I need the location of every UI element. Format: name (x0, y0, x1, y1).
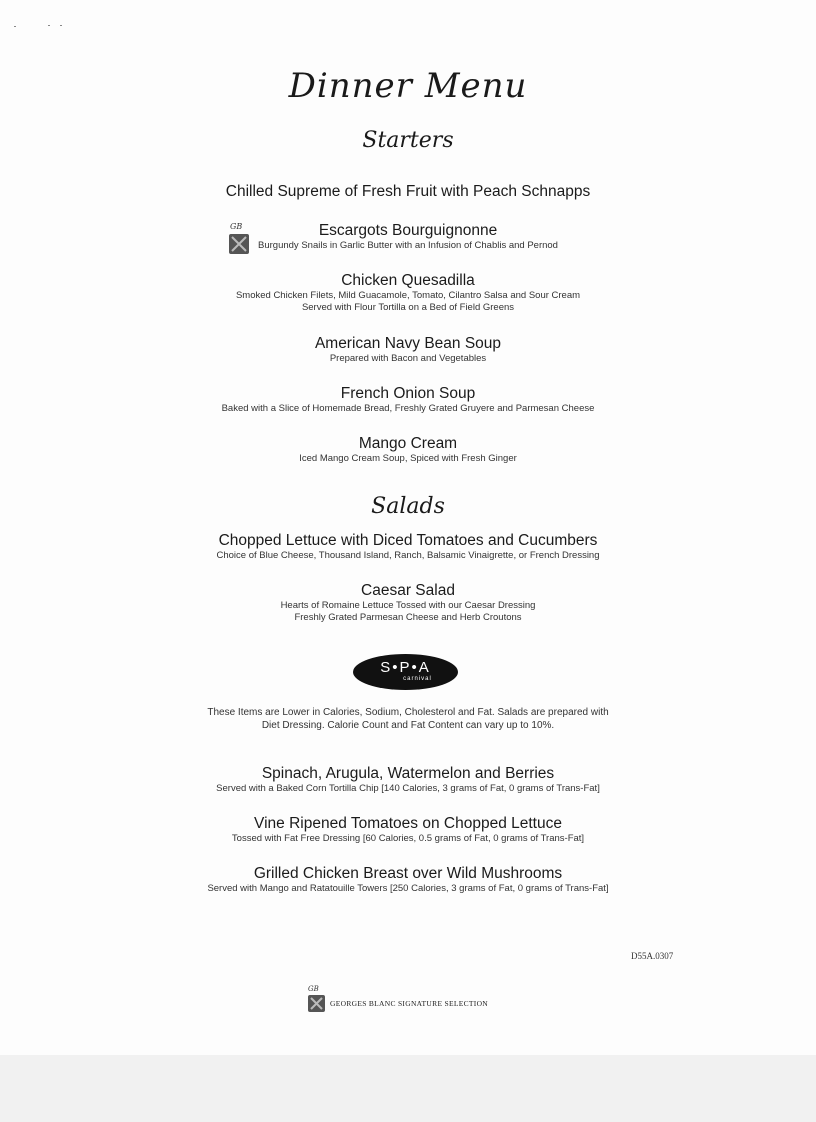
dish-name: Escargots Bourguignonne (318, 222, 498, 239)
monogram-text: GB (308, 985, 319, 993)
spa-note (0, 706, 816, 732)
menu-title: Dinner Menu (288, 66, 528, 106)
dish-description: Smoked Chicken Filets, Mild Guacamole, Tomato, Cilantro Salsa and Sour Cream (235, 290, 581, 301)
scan-bottom-band (0, 1055, 816, 1122)
menu-item (0, 385, 816, 415)
menu-code: D55A.0307 (631, 951, 674, 961)
dish-name: Grilled Chicken Breast over Wild Mushrooms (253, 865, 563, 882)
menu-item (0, 435, 816, 465)
dish-name: American Navy Bean Soup (314, 335, 502, 352)
spa-carnival-logo (353, 654, 458, 690)
menu-item (0, 865, 816, 895)
signature-text: GEORGES BLANC SIGNATURE SELECTION (330, 999, 489, 1008)
menu-item (0, 183, 816, 201)
dish-name: Mango Cream (358, 435, 458, 452)
menu-item (0, 582, 816, 624)
scan-speck (48, 25, 50, 26)
dish-description: Burgundy Snails in Garlic Butter with an Infusion of Chablis and Pernod (258, 240, 558, 251)
menu-item (0, 532, 816, 562)
menu-item (0, 335, 816, 365)
dish-name: French Onion Soup (340, 385, 476, 402)
dish-description: Served with Mango and Ratatouille Towers [250 Calories, 3 grams of Fat, 0 grams of Trans-Fat] (207, 883, 609, 894)
dish-name: Chicken Quesadilla (341, 272, 475, 289)
georges-blanc-badge-icon (307, 984, 327, 1014)
dish-description: Choice of Blue Cheese, Thousand Island, Ranch, Balsamic Vinaigrette, or French Dressing (216, 550, 600, 561)
dish-name: Caesar Salad (361, 582, 455, 599)
dish-description: Iced Mango Cream Soup, Spiced with Fresh Ginger (299, 453, 517, 464)
section-heading-starters: Starters (362, 128, 454, 153)
menu-item (0, 272, 816, 314)
scan-speck (60, 25, 62, 26)
scan-speck (14, 26, 16, 27)
dish-description: Tossed with Fat Free Dressing [60 Calories, 0.5 grams of Fat, 0 grams of Trans-Fat] (231, 833, 585, 844)
spa-logo-letters: S•P•A (380, 659, 431, 676)
dish-description: Hearts of Romaine Lettuce Tossed with our Caesar Dressing (280, 600, 536, 611)
dish-description: Freshly Grated Parmesan Cheese and Herb Croutons (294, 612, 522, 623)
section-heading-salads: Salads (371, 494, 445, 519)
dish-name: Chopped Lettuce with Diced Tomatoes and Cucumbers (218, 532, 598, 549)
dish-name: Chilled Supreme of Fresh Fruit with Peach Schnapps (225, 183, 591, 200)
georges-blanc-signature (307, 984, 507, 1014)
monogram-text: GB (230, 222, 243, 231)
dish-description: Served with a Baked Corn Tortilla Chip [140 Calories, 3 grams of Fat, 0 grams of Trans-Fat] (216, 783, 600, 794)
menu-item (0, 222, 816, 252)
menu-item (0, 765, 816, 795)
dish-description: Served with Flour Tortilla on a Bed of Field Greens (301, 302, 515, 313)
dish-description: Prepared with Bacon and Vegetables (329, 353, 487, 364)
spa-note-line: These Items are Lower in Calories, Sodium, Cholesterol and Fat. Salads are prepared with (207, 707, 609, 718)
dish-description: Baked with a Slice of Homemade Bread, Freshly Grated Gruyere and Parmesan Cheese (221, 403, 595, 414)
dish-name: Spinach, Arugula, Watermelon and Berries (261, 765, 555, 782)
spa-logo-sub: carnival (403, 676, 432, 682)
spa-note-line: Diet Dressing. Calorie Count and Fat Content can vary up to 10%. (261, 720, 555, 731)
dish-name: Vine Ripened Tomatoes on Chopped Lettuce (254, 815, 562, 832)
menu-item (0, 815, 816, 845)
